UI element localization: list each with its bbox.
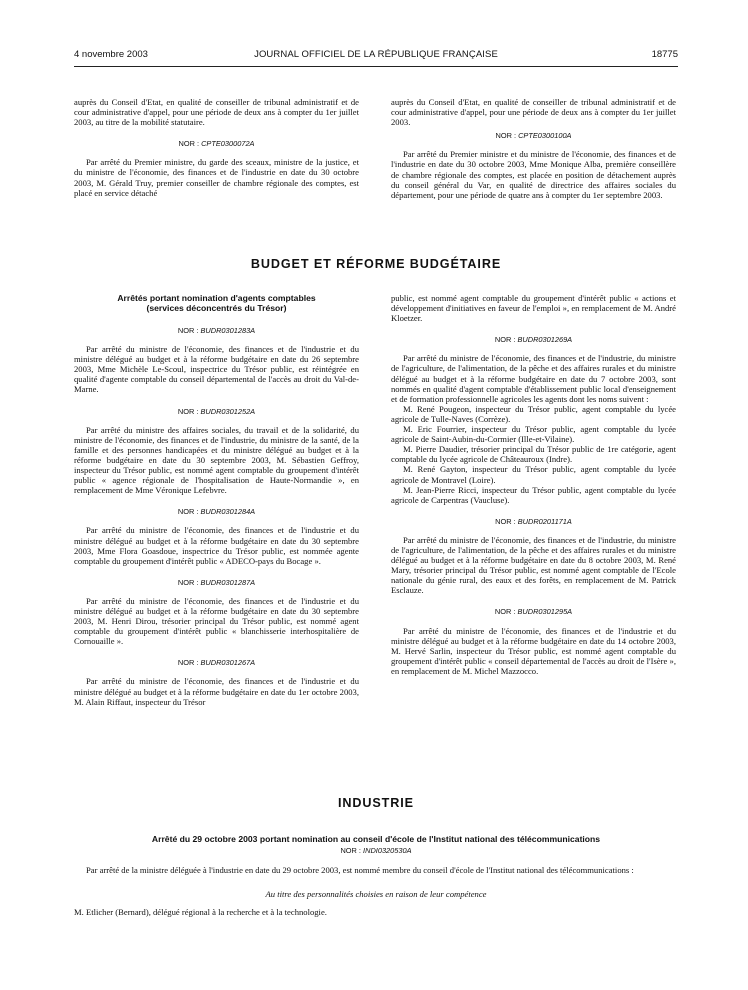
- subsection-title: (services déconcentrés du Trésor): [146, 303, 287, 313]
- paragraph: Par arrêté de la ministre déléguée à l'industrie en date du 29 octobre 2003, est nommé membre du conseil d'école de l'Institut national des télécommunications :: [86, 865, 634, 876]
- paragraph: Par arrêté du ministre de l'économie, des finances et de l'industrie et du ministre délégué au budget et à la réforme budgétaire en date du 30 septembre 2003, Mme Flora Goasdoue, inspectrice du Trésor public, est nommée agente comptable du groupement d'intérêt public « ADECO-pays du Bocage ».: [74, 525, 359, 566]
- nor-label: NOR :: [177, 507, 201, 517]
- nor-label: NOR :: [177, 406, 201, 416]
- paragraph: Par arrêté du ministre de l'économie, des finances et de l'industrie et du ministre délégué au budget et à la réforme budgétaire en date du 14 octobre 2003, M. Hervé Sarlin, inspecteur du Trésor public, est nommé agent comptable du groupement d'intérêt public « conseil départemental de l'accès au droit de l'Isère », en remplacement de M. Michel Mazzocco.: [391, 625, 676, 676]
- nor-code: BUDR0301267A: [200, 658, 256, 668]
- paragraph: auprès du Conseil d'Etat, en qualité de conseiller de tribunal administratif et de cour administrative d'appel, pour une période de deux ans à compter du 1er juillet 2003.: [391, 97, 676, 128]
- list-item: M. Pierre Daudier, trésorier principal du Trésor public de 1re catégorie, agent comptable du lycée agricole de Châteauroux (Indre).: [391, 444, 676, 465]
- nor-reference: [74, 507, 359, 517]
- header-journal-title: JOURNAL OFFICIEL DE LA RÉPUBLIQUE FRANÇAISE: [254, 49, 498, 60]
- nor-label: NOR :: [177, 577, 201, 587]
- nor-reference: [74, 658, 359, 668]
- list-item: M. Eric Fourrier, inspecteur du Trésor public, agent comptable du lycée agricole de Saint-Aubin-du-Cormier (Ille-et-Vilaine).: [391, 424, 676, 445]
- header-page-number: 18775: [651, 49, 678, 60]
- nor-code: BUDR0301295A: [517, 607, 573, 617]
- nor-code: BUDR0301269A: [517, 335, 573, 345]
- nor-code: BUDR0301252A: [200, 406, 256, 416]
- nor-code: BUDR0301283A: [200, 326, 256, 335]
- nor-code: BUDR0301287A: [200, 577, 256, 587]
- nor-reference: [74, 846, 678, 856]
- nor-code: INDI0320530A: [363, 846, 412, 855]
- list-item: M. René Pougeon, inspecteur du Trésor public, agent comptable du lycée agricole de Tulle-Naves (Corrèze).: [391, 403, 676, 424]
- nor-reference: [74, 407, 359, 417]
- nor-label: NOR :: [177, 658, 201, 668]
- paragraph: M. Etlicher (Bernard), délégué régional à la recherche et à la technologie.: [74, 907, 327, 918]
- nor-code: CPTE0300100A: [518, 131, 572, 141]
- paragraph: Par arrêté du ministre de l'économie, des finances et de l'industrie et du ministre délégué au budget et à la réforme budgétaire en date du 26 septembre 2003, Mme Michèle Le-Scoul, inspectrice du Trésor public, est réintégrée en qualité d'agente comptable du conseil départemental de l'accès au droit du Val-de-Marne.: [74, 344, 359, 395]
- header-date: 4 novembre 2003: [74, 49, 148, 60]
- nor-label: NOR :: [495, 516, 518, 526]
- paragraph: public, est nommé agent comptable du groupement d'intérêt public « actions et développement d'initiatives en faveur de l'emploi », en remplacement de M. André Kloetzer.: [391, 293, 676, 324]
- nor-reference: [74, 578, 359, 588]
- nor-code: CPTE0300072A: [201, 139, 255, 149]
- paragraph: Par arrêté du ministre de l'économie, des finances et de l'industrie et du ministre délégué au budget et à la réforme budgétaire en date du 1er octobre 2003, M. Alain Riffaut, inspecteur du Trésor: [74, 676, 359, 707]
- italic-heading: Au titre des personnalités choisies en raison de leur compétence: [265, 889, 487, 900]
- nor-code: BUDR0301284A: [200, 507, 256, 517]
- paragraph: Par arrêté du ministre de l'économie, des finances et de l'industrie et du ministre délégué au budget et à la réforme budgétaire en date du 30 septembre 2003, M. Henri Dirou, trésorier principal du Trésor public, est nommé agent comptable du groupement d'intérêt public « blanchisserie interhospitalière de Cornouaille ».: [74, 595, 359, 647]
- paragraph: Par arrêté du Premier ministre, du garde des sceaux, ministre de la justice, et du ministre de l'économie, des finances et de l'industrie en date du 30 octobre 2003, M. Gérald Truy, premier conseiller de chambre régionale des comptes, est placé en service détaché: [74, 157, 359, 198]
- subsection-title: Arrêtés portant nomination d'agents comptables: [117, 293, 316, 303]
- section-title-industrie: INDUSTRIE: [338, 796, 414, 810]
- nor-label: NOR :: [340, 846, 364, 855]
- subsection-title: Arrêté du 29 octobre 2003 portant nomination au conseil d'école de l'Institut national des télécommunications: [151, 834, 601, 844]
- nor-reference: [391, 517, 676, 527]
- nor-reference: [391, 131, 676, 141]
- budget-left-column: [74, 293, 359, 707]
- nor-label: NOR :: [178, 139, 202, 149]
- nor-reference: [391, 335, 676, 345]
- top-left-column: [74, 97, 359, 198]
- list-item: M. René Gayton, inspecteur du Trésor public, agent comptable du lycée agricole de Montravel (Loire).: [391, 464, 676, 485]
- nor-label: NOR :: [494, 335, 518, 345]
- nor-label: NOR :: [177, 326, 201, 335]
- nor-code: BUDR0201171A: [517, 516, 572, 526]
- page-header: [74, 49, 678, 65]
- paragraph: Par arrêté du ministre de l'économie, des finances et de l'industrie, du ministre de l'agriculture, de l'alimentation, de la pêche et des affaires rurales et du ministre délégué au budget et à la réforme budgétaire en date du 8 octobre 2003, M. René Mary, trésorier principal du Trésor public, est nommé agent comptable de l'Ecole nationale du génie rural, des eaux et des forêts, en remplacement de M. Patrick Esclauze.: [391, 534, 676, 596]
- header-rule: [74, 66, 678, 67]
- nor-reference: [74, 326, 359, 336]
- nor-label: NOR :: [494, 607, 518, 617]
- paragraph: Par arrêté du ministre de l'économie, des finances et de l'industrie, du ministre de l'agriculture, de l'alimentation, de la pêche et des affaires rurales et du ministre délégué au budget et à la réforme budgétaire en date du 7 octobre 2003, sont nommés en qualité d'agent comptable d'établissement public local d'enseignement et de formation professionnelle agricoles les agents dont les noms suivent :: [391, 353, 676, 404]
- nor-reference: [391, 607, 676, 617]
- list-item: M. Jean-Pierre Ricci, inspecteur du Trésor public, agent comptable du lycée agricole de Carpentras (Vaucluse).: [391, 484, 676, 505]
- top-right-column: [391, 97, 676, 200]
- section-title-budget: BUDGET ET RÉFORME BUDGÉTAIRE: [250, 257, 502, 271]
- budget-right-column: [391, 293, 676, 676]
- paragraph: Par arrêté du Premier ministre et du ministre de l'économie, des finances et de l'industrie en date du 30 octobre 2003, Mme Monique Alba, première conseillère de chambre régionale des comptes, est placée en position de détachement auprès du conseil général du Var, en qualité de directrice des affaires sociales du département, pour une période de quatre ans à compter du 1er septembre 2003.: [391, 149, 676, 200]
- nor-reference: [74, 139, 359, 149]
- paragraph: auprès du Conseil d'Etat, en qualité de conseiller de tribunal administratif et de cour administrative d'appel, pour une période de deux ans à compter du 1er juillet 2003, au titre de la mobilité statutaire.: [74, 97, 359, 128]
- nor-label: NOR :: [495, 131, 519, 141]
- industrie-body: [74, 834, 678, 917]
- paragraph: Par arrêté du ministre des affaires sociales, du travail et de la solidarité, du ministre de l'économie, des finances et de l'industrie, du ministre de la santé, de la famille et des personnes handicapées et du ministre délégué au budget et à la réforme budgétaire en date du 30 septembre 2003, M. Sébastien Geffroy, inspecteur du Trésor public, est nommé agent comptable du groupement d'intérêt public « agence régionale de l'hospitalisation de Haute-Normandie », en remplacement de Mme Véronique Lefebvre.: [74, 424, 359, 496]
